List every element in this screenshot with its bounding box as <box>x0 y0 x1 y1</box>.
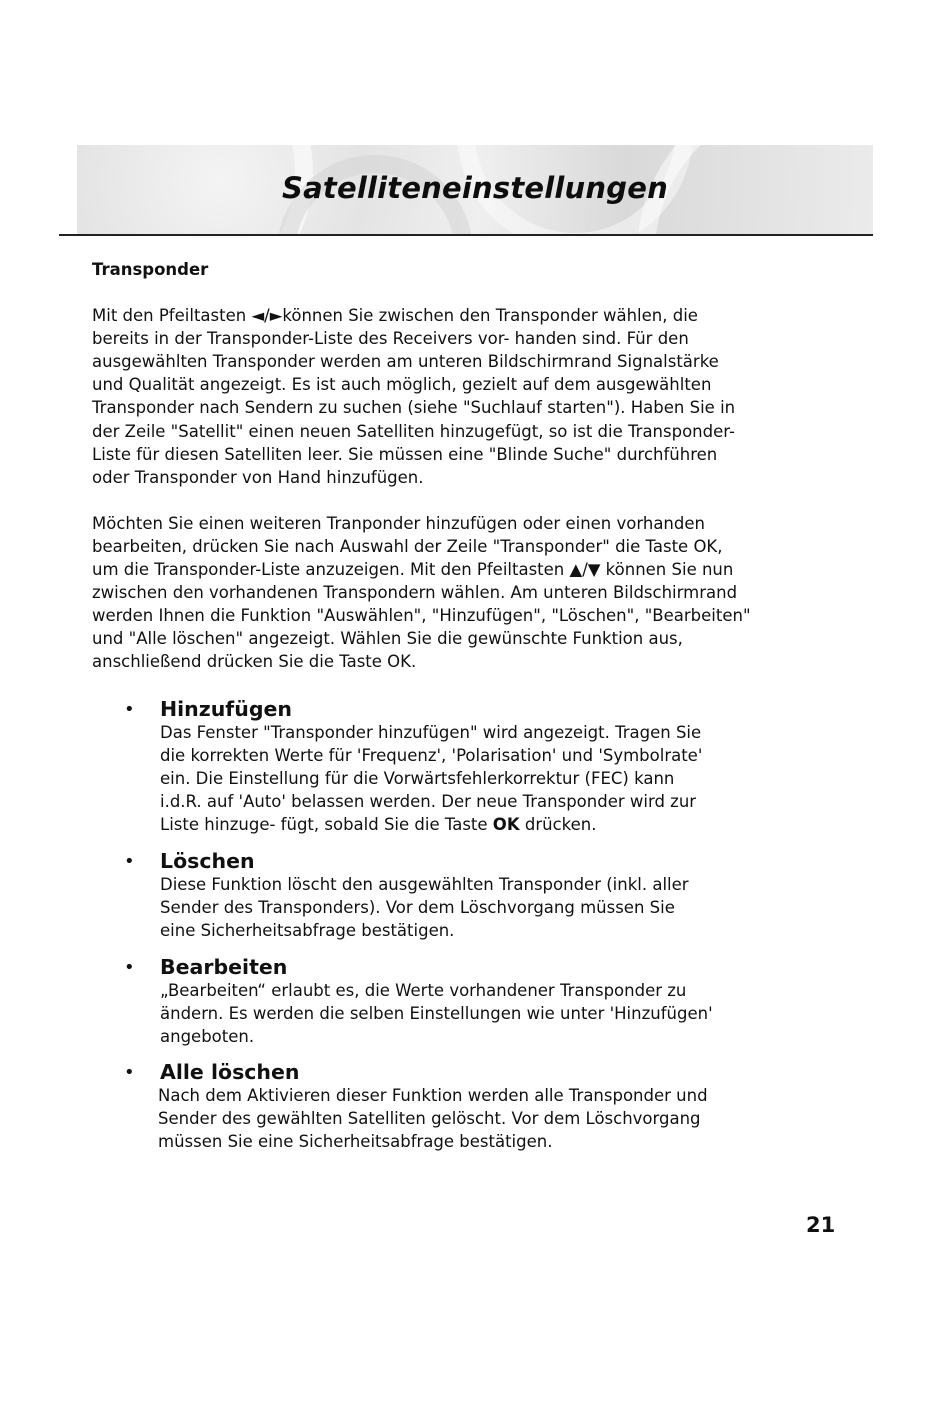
text-line: i.d.R. auf 'Auto' belassen werden. Der neue Transponder wird zur <box>160 792 697 812</box>
paragraph-intro <box>92 304 882 489</box>
text-line: ausgewählten Transponder werden am unteren Bildschirmrand Signalstärke <box>92 352 719 372</box>
bullet-marker: • <box>124 699 135 720</box>
text-line: die korrekten Werte für 'Frequenz', 'Polarisation' und 'Symbolrate' <box>160 746 703 766</box>
text-line: anschließend drücken Sie die Taste OK. <box>92 652 417 672</box>
text-line: eine Sicherheitsabfrage bestätigen. <box>160 921 455 941</box>
list-item-title: Löschen <box>160 849 255 873</box>
list-item-body <box>160 979 713 1048</box>
page-title: Satelliteneinstellungen <box>282 171 668 205</box>
text-line: und "Alle löschen" angezeigt. Wählen Sie die gewünschte Funktion aus, <box>92 629 683 649</box>
text-line: Das Fenster "Transponder hinzufügen" wird angezeigt. Tragen Sie <box>160 723 702 742</box>
text-line: zwischen den vorhandenen Transpondern wählen. Am unteren Bildschirmrand <box>92 583 738 603</box>
text-line: Sender des Transponders). Vor dem Löschvorgang müssen Sie <box>160 898 675 918</box>
paragraph-transponder-list <box>92 512 882 674</box>
text-line: müssen Sie eine Sicherheitsabfrage bestätigen. <box>158 1132 553 1152</box>
page-number: 21 <box>806 1213 836 1237</box>
text-line: angeboten. <box>160 1027 255 1047</box>
text-line: ändern. Es werden die selben Einstellungen wie unter 'Hinzufügen' <box>160 1004 713 1024</box>
bullet-marker: • <box>124 1062 135 1083</box>
text-line: ein. Die Einstellung für die Vorwärtsfehlerkorrektur (FEC) kann <box>160 769 675 789</box>
section-heading: Transponder <box>92 260 209 279</box>
text-line: und Qualität angezeigt. Es ist auch möglich, gezielt auf dem ausgewählten <box>92 375 712 395</box>
text-span: Liste hinzuge- fügt, sobald Sie die Taste <box>160 815 493 835</box>
header-divider <box>59 234 873 236</box>
text-line <box>160 813 702 836</box>
text-line: Diese Funktion löscht den ausgewählten Transponder (inkl. aller <box>160 875 689 894</box>
ok-key-label: OK <box>492 815 520 835</box>
list-item-title: Alle löschen <box>160 1060 300 1084</box>
list-item-title: Bearbeiten <box>160 955 288 979</box>
list-item-body <box>160 721 702 836</box>
text-line: Mit den Pfeiltasten ◄/►können Sie zwischen den Transponder wählen, die <box>92 306 698 326</box>
text-line: Sender des gewählten Satelliten gelöscht. Vor dem Löschvorgang <box>158 1109 701 1129</box>
text-line: bearbeiten, drücken Sie nach Auswahl der Zeile "Transponder" die Taste OK, <box>92 536 723 556</box>
bullet-marker: • <box>124 851 135 872</box>
list-item-body <box>158 1084 708 1153</box>
list-item-title: Hinzufügen <box>160 697 292 721</box>
text-line: der Zeile "Satellit" einen neuen Satelliten hinzugefügt, so ist die Transponder- <box>92 421 735 441</box>
text-line: Nach dem Aktivieren dieser Funktion werden alle Transponder und <box>158 1086 708 1105</box>
text-line: um die Transponder-Liste anzuzeigen. Mit den Pfeiltasten ▲/▼ können Sie nun <box>92 560 734 580</box>
text-span: drücken. <box>519 815 597 835</box>
text-line: werden Ihnen die Funktion "Auswählen", "Hinzufügen", "Löschen", "Bearbeiten" <box>92 606 751 626</box>
text-line: oder Transponder von Hand hinzufügen. <box>92 467 424 487</box>
text-line: „Bearbeiten“ erlaubt es, die Werte vorhandener Transponder zu <box>160 981 687 1000</box>
bullet-marker: • <box>124 957 135 978</box>
text-line: Möchten Sie einen weiteren Tranponder hinzufügen oder einen vorhanden <box>92 513 705 533</box>
text-line: Transponder nach Sendern zu suchen (siehe "Suchlauf starten"). Haben Sie in <box>92 398 736 418</box>
header-banner <box>77 145 873 234</box>
text-line: bereits in der Transponder-Liste des Receivers vor- handen sind. Für den <box>92 329 689 349</box>
text-line: Liste für diesen Satelliten leer. Sie müssen eine "Blinde Suche" durchführen <box>92 444 718 464</box>
main-content <box>92 258 882 697</box>
list-item-body <box>160 873 689 942</box>
